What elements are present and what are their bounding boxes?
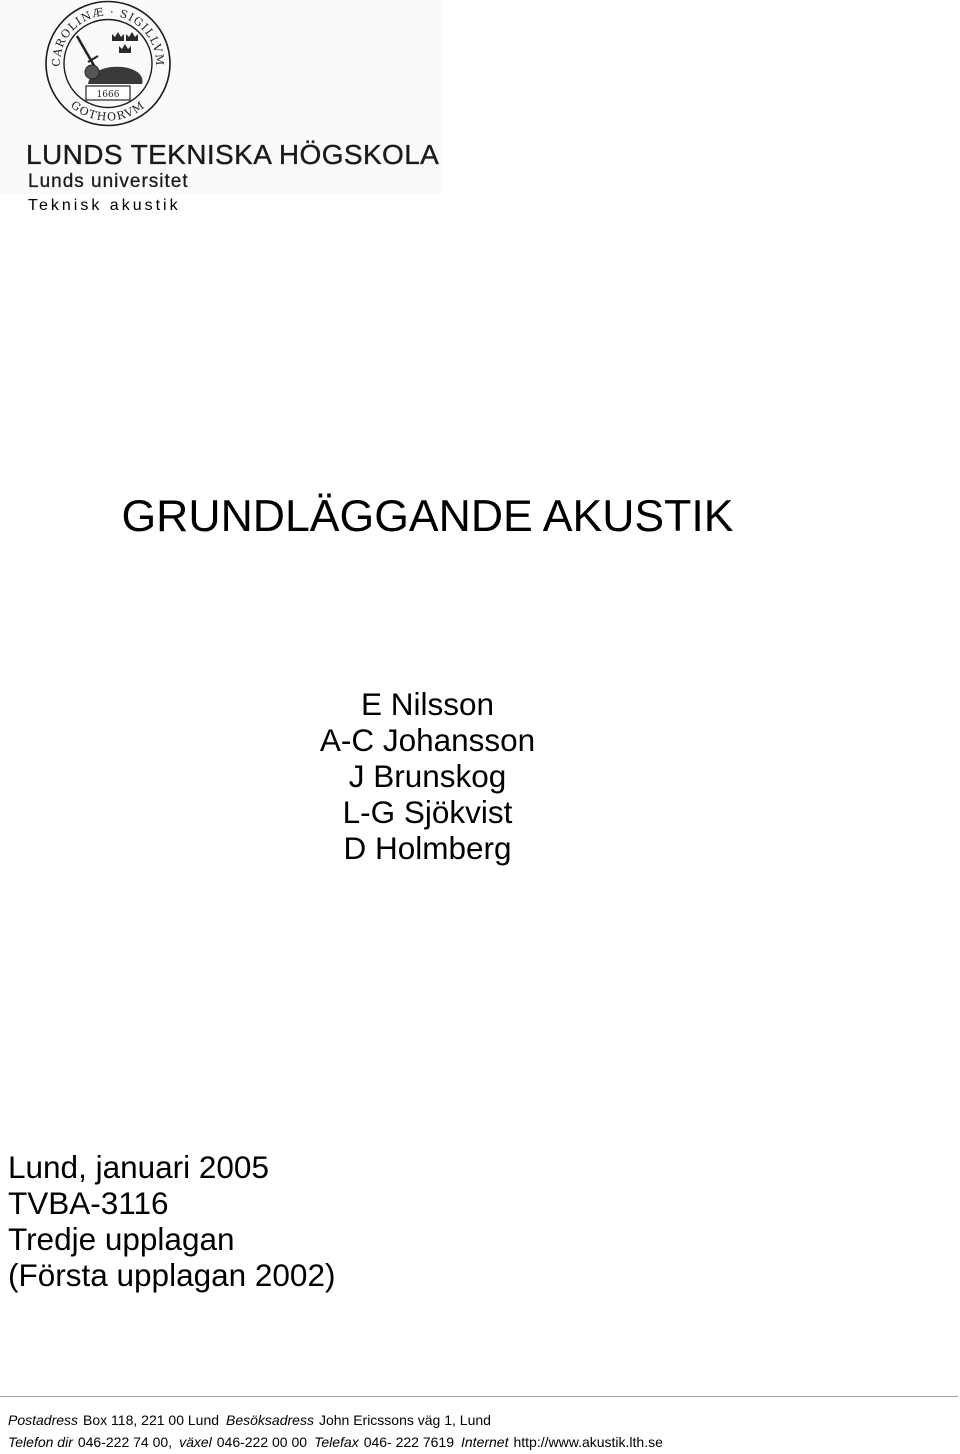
document-title: GRUNDLÄGGANDE AKUSTIK [121, 492, 734, 541]
fax-number [314, 1431, 454, 1453]
university-name: Lunds universitet [28, 171, 189, 192]
direct-phone [8, 1431, 172, 1453]
website [461, 1431, 663, 1453]
author-name: D Holmberg [343, 830, 512, 866]
seal-legend-top: CAROLINÆ · SIGILLVM [49, 5, 167, 67]
seal-crown [112, 32, 124, 41]
university-seal [44, 0, 172, 128]
author-list [0, 686, 855, 866]
footer-label: växel [179, 1434, 212, 1450]
footer-label: Internet [461, 1434, 509, 1450]
author-name: L-G Sjökvist [342, 794, 513, 830]
visiting-address [226, 1409, 491, 1431]
footer-label: Telefon dir [8, 1434, 73, 1450]
footer-value: Box 118, 221 00 Lund [83, 1412, 220, 1428]
institution-name: LUNDS TEKNISKA HÖGSKOLA [26, 139, 440, 170]
website-url: http://www.akustik.lth.se [513, 1434, 663, 1450]
seal-crown [119, 44, 131, 53]
seal-emblem [77, 32, 142, 100]
footer-contact-line [8, 1431, 663, 1453]
author-name: J Brunskog [348, 758, 507, 794]
postal-address [8, 1409, 219, 1431]
svg-text:CAROLINÆ · SIGILLVM [50, 5, 166, 67]
author-name: A-C Johansson [319, 722, 536, 758]
footer-label: Postadress [8, 1412, 79, 1428]
seal-year: 1666 [96, 90, 120, 100]
place-date: Lund, januari 2005 [8, 1149, 269, 1185]
svg-text:GOTHORVM [68, 98, 147, 123]
department-name: Teknisk akustik [28, 197, 181, 214]
footer-label: Telefax [314, 1434, 359, 1450]
seal-legend-bottom: GOTHORVM [68, 98, 148, 124]
footer-value: John Ericssons väg 1, Lund [318, 1412, 491, 1428]
report-number: TVBA-3116 [8, 1185, 169, 1221]
switchboard-phone [179, 1431, 307, 1453]
footer-label: Besöksadress [226, 1412, 314, 1428]
footer-divider [0, 1396, 958, 1397]
footer-value: 046-222 74 00, [77, 1434, 173, 1450]
edition-label: Tredje upplagan [8, 1221, 235, 1257]
footer-value: 046- 222 7619 [363, 1434, 454, 1450]
edition-info [8, 1149, 335, 1293]
seal-crown [126, 32, 138, 41]
seal-lion-head [85, 65, 99, 79]
footer-value: 046-222 00 00 [216, 1434, 308, 1450]
footer-contact [8, 1409, 663, 1453]
first-edition-note: (Första upplagan 2002) [8, 1257, 336, 1293]
footer-address-line [8, 1409, 663, 1431]
author-name: E Nilsson [360, 686, 495, 722]
